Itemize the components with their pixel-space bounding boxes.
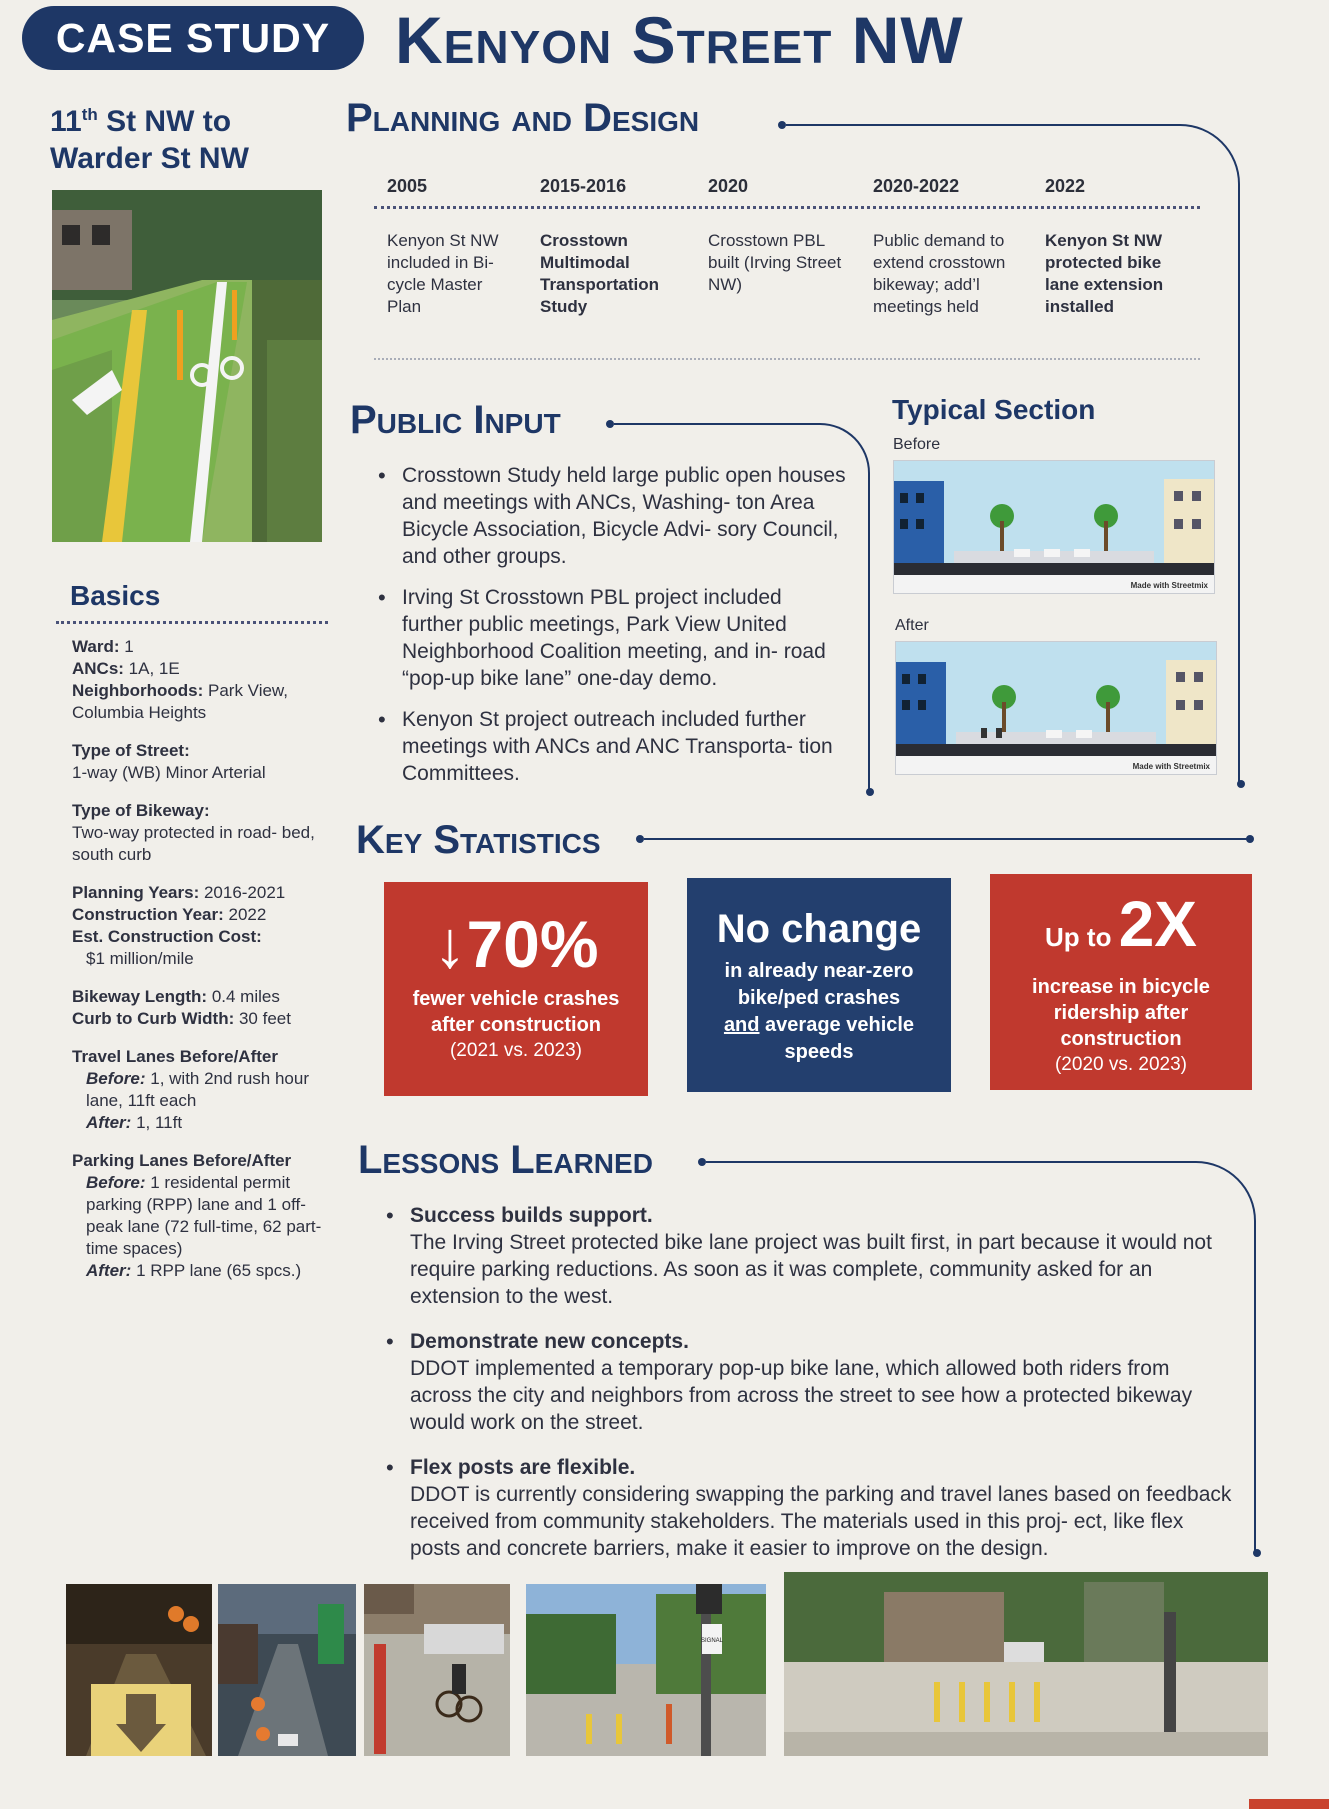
public-input-list xyxy=(376,462,846,801)
basics-list: Ward: 1 ANCs: 1A, 1E Neighborhoods: Park View, Columbia Heights Type of Street: 1-way (WB) Minor Arterial Type of Bikeway: Two-way protected in road- bed, south curb Planning Years: 2016-2021 Construction Year: 2022 Est. Construction Cost: $1 million/mile Bikeway Length: 0.4 miles Curb to Curb Width: 30 feet Travel Lanes Before/After Before: 1, with 2nd rush hour lane, 11ft each After: 1, 11ft Parking Lanes Before/After Before: 1 residental permit parking (RPP) lane and 1 off-peak lane (72 full-time, 62 part-time spaces) After: 1 RPP lane (65 spcs.) xyxy=(72,637,322,1280)
bike-lane-photo-graphic xyxy=(52,190,322,542)
timeline-text-3: Crosstown PBL built (Irving Street NW) xyxy=(708,231,842,294)
planning-connector-end xyxy=(1237,780,1245,788)
public-input-line-dot xyxy=(606,420,614,428)
key-stats-title: Key Statistics xyxy=(356,818,601,862)
photo-kenyon-street xyxy=(784,1572,1268,1756)
stat-ridership-value: 2X xyxy=(1118,888,1197,960)
after-label: After xyxy=(895,617,929,634)
key-stats-line-dot xyxy=(636,835,644,843)
signal-sign-text: SIGNAL xyxy=(700,1638,724,1644)
streetmix-credit: Made with Streetmix xyxy=(1132,762,1210,771)
lessons-title: Lessons Learned xyxy=(358,1138,653,1182)
typical-section-title: Typical Section xyxy=(892,394,1096,425)
lesson-item: • Demonstrate new concepts. DDOT implemented a temporary pop-up bike lane, which allowed both riders from across the city and neighbors from across the street to see how a protected bikeway would work on the street. xyxy=(384,1328,1234,1436)
basics-divider xyxy=(56,621,328,624)
timeline-text-1: Kenyon St NW included in Bi- cycle Master Plan xyxy=(387,231,499,316)
timeline-text-5: Kenyon St NW protected bike lane extension installed xyxy=(1045,231,1164,316)
photo-night-bikeway-graphic xyxy=(218,1584,356,1756)
planning-title: Planning and Design xyxy=(346,96,700,140)
project-extent: 11th St NW to Warder St NW xyxy=(50,105,249,175)
stat-ridership-card: Up to 2X increase in bicycle ridership after construction (2020 vs. 2023) xyxy=(990,874,1252,1090)
photo-cyclist xyxy=(364,1584,510,1756)
public-input-item: • Irving St Crosstown PBL project included further public meetings, Park View United Neighborhood Coalition meeting, and in- road “pop-up bike lane” one-day demo. xyxy=(376,584,846,692)
basics-title: Basics xyxy=(70,580,161,611)
timeline-top-divider xyxy=(374,206,1200,209)
lessons-list xyxy=(384,1202,1234,1580)
stat-speeds-card: No change in already near-zero bike/ped crashes and average vehicle speeds xyxy=(687,878,951,1092)
key-stats-line-end xyxy=(1246,835,1254,843)
footer-accent-bar xyxy=(1249,1799,1329,1809)
lessons-line-dot xyxy=(698,1158,706,1166)
lessons-connector-end xyxy=(1253,1549,1261,1557)
public-input-connector-end xyxy=(866,788,874,796)
lesson-item: • Flex posts are flexible. DDOT is currently considering swapping the parking and travel lanes based on feedback received from community stakeholders. The materials used in this proj- ect, like flex posts and concrete barriers, make it easier to improve on the design. xyxy=(384,1454,1234,1562)
timeline-text-2: Crosstown Multimodal Transportation Study xyxy=(540,231,660,316)
stat-crashes-card: ↓70% fewer vehicle crashes after construction (2021 vs. 2023) xyxy=(384,882,648,1096)
timeline-year-3: 2020 xyxy=(708,176,749,196)
before-label: Before xyxy=(893,436,941,453)
photo-cyclist-graphic xyxy=(364,1584,510,1756)
photo-popup-demo xyxy=(66,1584,212,1756)
timeline-year-2: 2015-2016 xyxy=(540,176,627,196)
lesson-item: • Success builds support. The Irving Street protected bike lane project was built first, in part because it would not require parking reductions. As soon as it was complete, community asked for an extension to the west. xyxy=(384,1202,1234,1310)
stat-crashes-value: ↓70% xyxy=(433,907,599,981)
stat-speeds-value: No change xyxy=(716,907,922,951)
page-title: Kenyon Street NW xyxy=(395,3,964,77)
public-input-title: Public Input xyxy=(350,398,561,442)
photo-signal-street xyxy=(526,1584,766,1756)
planning-line-dot xyxy=(778,121,786,129)
timeline-year-5: 2022 xyxy=(1045,176,1086,196)
timeline-text-4: Public demand to extend crosstown bikeway; add’l meetings held xyxy=(873,231,1006,316)
public-input-item: • Kenyon St project outreach included further meetings with ANCs and ANC Transporta- tion Committees. xyxy=(376,706,846,787)
street-section-before-graphic xyxy=(894,461,1214,593)
street-section-after xyxy=(895,641,1217,775)
bike-lane-photo xyxy=(52,190,322,542)
streetmix-credit: Made with Streetmix xyxy=(1130,581,1208,590)
case-study-badge: CASE STUDY xyxy=(22,6,364,70)
photo-kenyon-street-graphic xyxy=(784,1572,1268,1756)
photo-popup-demo-graphic xyxy=(66,1584,212,1756)
street-section-before xyxy=(893,460,1215,594)
timeline-bottom-divider xyxy=(374,358,1200,360)
photo-signal-street-graphic xyxy=(526,1584,766,1756)
key-stats-line xyxy=(644,838,1250,840)
timeline-year-1: 2005 xyxy=(387,176,428,196)
photo-night-bikeway xyxy=(218,1584,356,1756)
street-section-after-graphic xyxy=(896,642,1216,774)
timeline-year-4: 2020-2022 xyxy=(873,176,960,196)
public-input-item: • Crosstown Study held large public open houses and meetings with ANCs, Washing- ton Area Bicycle Association, Bicycle Advi- sory Council, and other groups. xyxy=(376,462,846,570)
